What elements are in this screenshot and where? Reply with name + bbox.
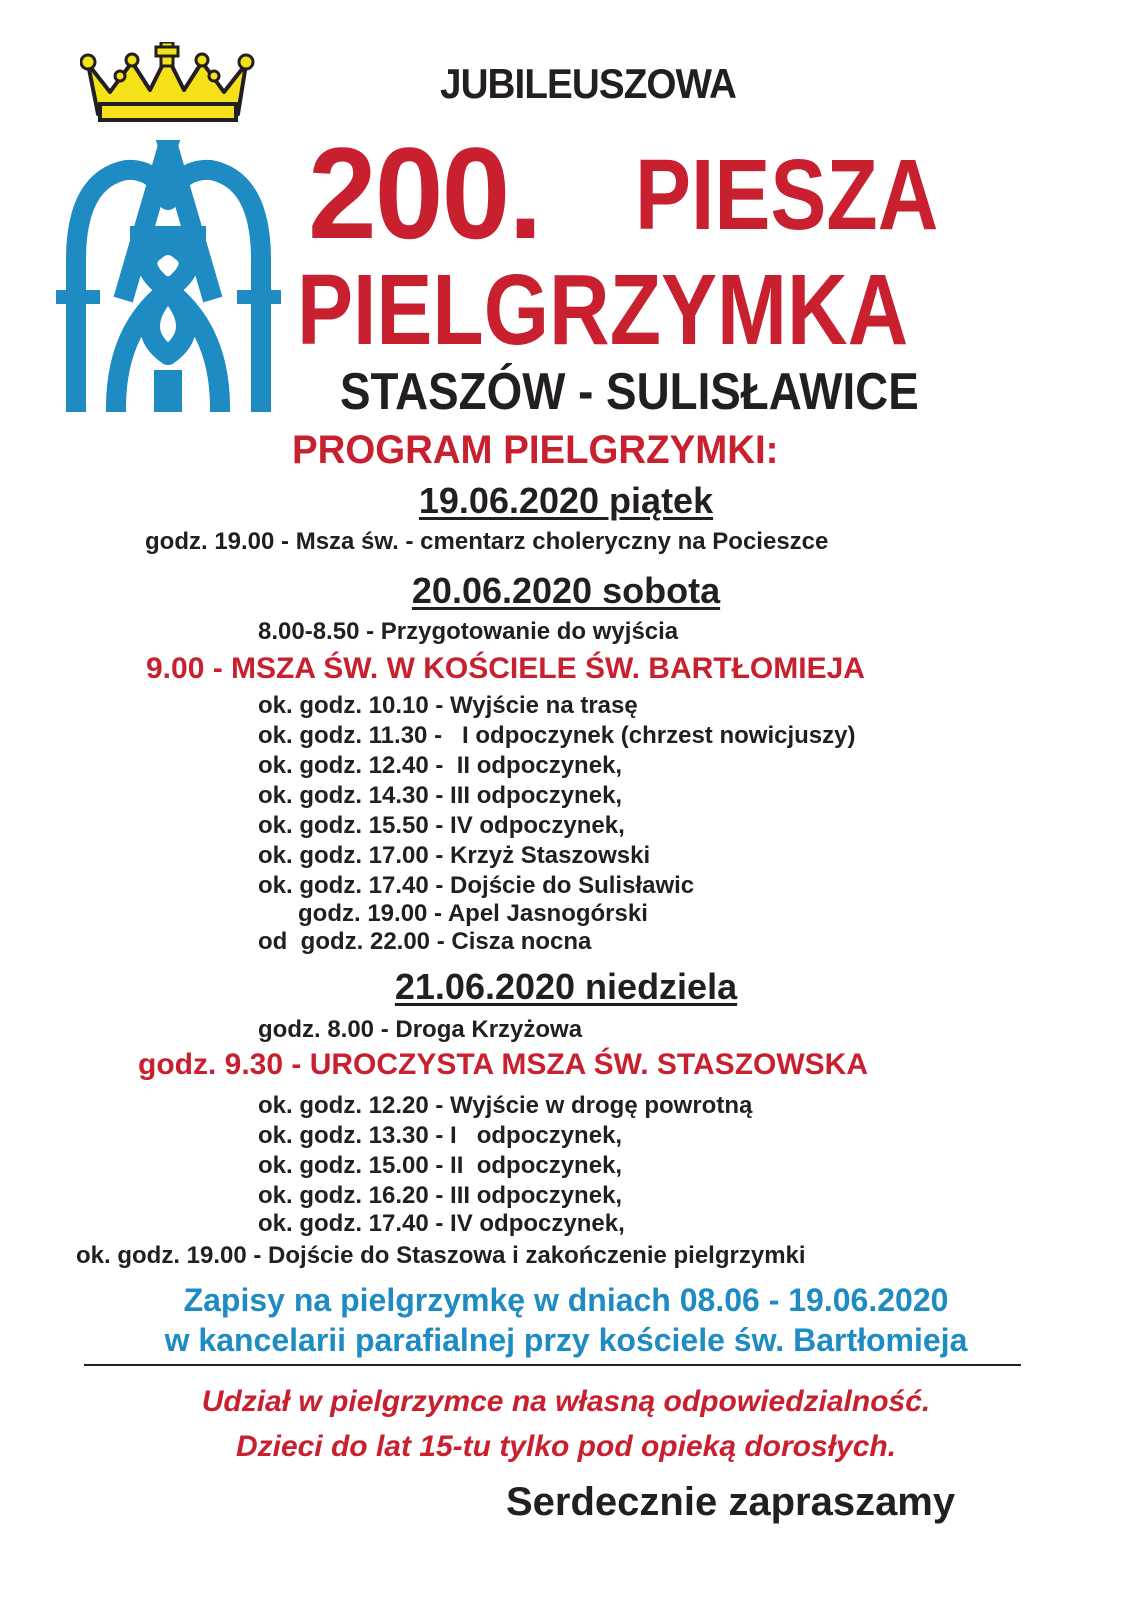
day2-line: ok. godz. 17.00 - Krzyż Staszowski [258,842,651,869]
day2-line: ok. godz. 15.50 - IV odpoczynek, [258,812,625,839]
registration-line2: w kancelarii parafialnej przy kościele św. Bartłomieja [164,1322,968,1358]
day3-line: ok. godz. 16.20 - III odpoczynek, [258,1182,623,1209]
day3-line: ok. godz. 15.00 - II odpoczynek, [258,1152,623,1179]
divider [84,1364,1021,1366]
header-pielgrzymka: PIELGRZYMKA [297,254,909,366]
closing-text: Serdecznie zapraszamy [506,1480,956,1524]
marian-monogram-icon [56,140,281,412]
day3-line: ok. godz. 12.20 - Wyjście w drogę powrotną [258,1092,753,1119]
day1-line: godz. 19.00 - Msza św. - cmentarz choleryczny na Pocieszce [145,528,829,555]
day3-prep: godz. 8.00 - Droga Krzyżowa [258,1016,583,1043]
day1-date: 19.06.2020 piątek [418,480,714,521]
day2-line: ok. godz. 14.30 - III odpoczynek, [258,782,623,809]
day3-mass: godz. 9.30 - UROCZYSTA MSZA ŚW. STASZOWSKA [138,1048,869,1081]
day3-line: ok. godz. 13.30 - I odpoczynek, [258,1122,623,1149]
notice-line2: Dzieci do lat 15-tu tylko pod opieką dorosłych. [235,1430,897,1463]
day2-line: ok. godz. 17.40 - Dojście do Sulisławic [258,872,695,899]
day2-line: godz. 19.00 - Apel Jasnogórski [258,900,648,927]
day3-final: ok. godz. 19.00 - Dojście do Staszowa i zakończenie pielgrzymki [76,1242,806,1269]
program-title: PROGRAM PIELGRZYMKI: [292,428,779,472]
notice-line1: Udział w pielgrzymce na własną odpowiedzialność. [201,1385,931,1418]
day3-date: 21.06.2020 niedziela [394,966,738,1007]
header-jubileuszowa: JUBILEUSZOWA [440,60,736,107]
day2-prep: 8.00-8.50 - Przygotowanie do wyjścia [258,618,679,645]
header-number: 200. [308,120,541,266]
day2-date: 20.06.2020 sobota [411,570,721,611]
day3-line: ok. godz. 17.40 - IV odpoczynek, [258,1210,625,1237]
day2-line: ok. godz. 10.10 - Wyjście na trasę [258,692,638,719]
crown-icon [80,42,255,124]
day2-line: ok. godz. 11.30 - I odpoczynek (chrzest nowicjuszy) [258,722,856,749]
day2-mass: 9.00 - MSZA ŚW. W KOŚCIELE ŚW. BARTŁOMIEJA [146,652,865,685]
day2-line: ok. godz. 12.40 - II odpoczynek, [258,752,623,779]
header-route: STASZÓW - SULISŁAWICE [340,363,919,421]
registration-line1: Zapisy na pielgrzymkę w dniach 08.06 - 19.06.2020 [183,1282,949,1318]
header-piesza: PIESZA [635,139,939,251]
day2-line: od godz. 22.00 - Cisza nocna [258,928,592,955]
